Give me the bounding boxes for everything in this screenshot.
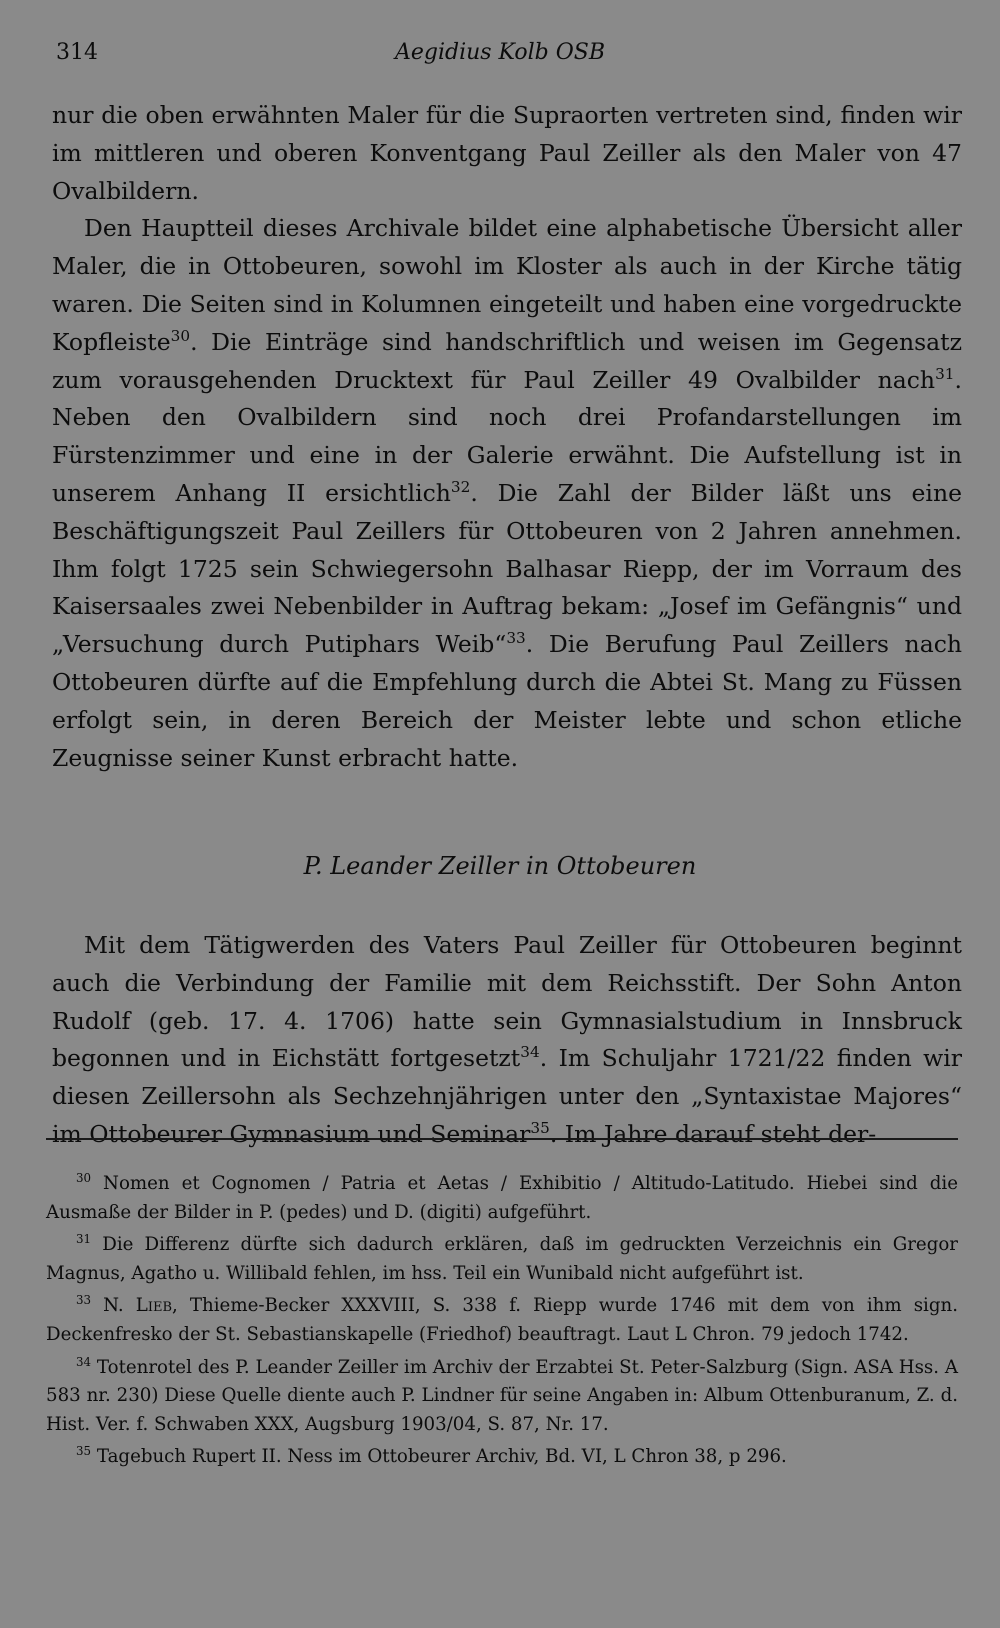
footnote: $^{34}$ Totenrotel des P. Leander Zeiller im Archiv der Erzabtei St. Peter-Salzburg (Sign. ASA Hss. A 583 nr. 230) Diese Quelle diente auch P. Lindner für seine Angaben in: Album Ottenburanum, Z. d. Hist. Ver. f. Schwaben XXX, Augsburg 1903/04, S. 87, Nr. 17. [46, 1354, 958, 1435]
section-text [52, 927, 962, 1154]
paragraph: nur die oben erwähnten Maler für die Supraorten vertreten sind, finden wir im mittleren und oberen Konventgang Paul Zeiller als den Maler von 47 Ovalbildern. [52, 101, 962, 205]
footnote-divider [46, 1138, 958, 1140]
footnote: $^{31}$ Die Differenz dürfte sich dadurch erklären, daß im gedruckten Verzeichnis ein Gregor Magnus, Agatho u. Willibald fehlen, im hss. Teil ein Wunibald nicht aufgeführt ist. [46, 1232, 958, 1284]
footnote: $^{30}$ Nomen et Cognomen / Patria et Aetas / Exhibitio / Altitudo-Latitudo. Hiebei sind die Ausmaße der Bilder in P. (pedes) und D. (digiti) aufgeführt. [46, 1170, 958, 1223]
footnote-ref: 34 [520, 1043, 540, 1062]
footnote-ref: 35 [530, 1119, 550, 1138]
intro-text [52, 97, 962, 777]
running-head: Aegidius Kolb OSB [394, 40, 606, 65]
footnote: $^{33}$ N. Lieb, Thieme-Becker XXXVIII, S. 338 f. Riepp wurde 1746 mit dem von ihm sign. Deckenfresko der St. Sebastianskapelle (Friedhof) beauftragt. Laut L Chron. 79 jedoch 1742. [46, 1293, 958, 1345]
paragraph: Den Hauptteil dieses Archivale bildet eine alphabetische Übersicht aller Maler, die in Ottobeuren, sowohl im Kloster als auch in der Kirche tätig waren. Die Seiten sind in Kolumnen eingeteilt und haben eine vorgedruckte Kopfleiste$^{30}$. Die Einträge sind handschriftlich und weisen im Gegensatz zum vorausgehenden Drucktext für Paul Zeiller 49 Ovalbilder nach$^{31}$. Neben den Ovalbildern sind noch drei Profandarstellungen im Fürstenzimmer und eine in der Galerie erwähnt. Die Aufstellung ist in unserem Anhang II ersichtlich$^{32}$. Die Zahl der Bilder läßt uns eine Beschäftigungszeit Paul Zeillers für Ottobeuren von 2 Jahren annehmen. Ihm folgt 1725 sein Schwiegersohn Balhasar Riepp, der im Vorraum des Kaisersaales zwei Nebenbilder in Auftrag bekam: „Josef im Gefängnis“ und „Versuchung durch Putiphars Weib“$^{33}$. Die Berufung Paul Zeillers nach Ottobeuren dürfte auf die Empfehlung durch die Abtei St. Mang zu Füssen erfolgt sein, in deren Bereich der Meister lebte und schon etliche Zeugnisse seiner Kunst erbracht hatte. [52, 214, 963, 772]
footnote-ref: 31 [935, 364, 955, 383]
section-heading: P. Leander Zeiller in Ottobeuren [303, 852, 697, 880]
page-number: 314 [56, 40, 98, 65]
footnote-ref: 32 [450, 478, 471, 497]
paragraph: Mit dem Tätigwerden des Vaters Paul Zeiller für Ottobeuren beginnt auch die Verbindung der Familie mit dem Reichsstift. Der Sohn Anton Rudolf (geb. 17. 4. 1706) hatte sein Gymnasialstudium in Innsbruck begonnen und in Eichstätt fortgesetzt$^{34}$. Im Schuljahr 1721/22 finden wir diesen Zeillersohn als Sechzehnjährigen unter den „Syntaxistae Majores“ im Ottobeurer Gymnasium und Seminar$^{35}$. Im Jahre darauf steht der- [52, 931, 963, 1148]
footnote-ref: 30 [170, 326, 191, 345]
footnote-ref: 33 [506, 629, 526, 648]
footnotes [46, 1170, 958, 1476]
footnote: $^{35}$ Tagebuch Rupert II. Ness im Ottobeurer Archiv, Bd. VI, L Chron 38, p 296. [76, 1444, 787, 1468]
